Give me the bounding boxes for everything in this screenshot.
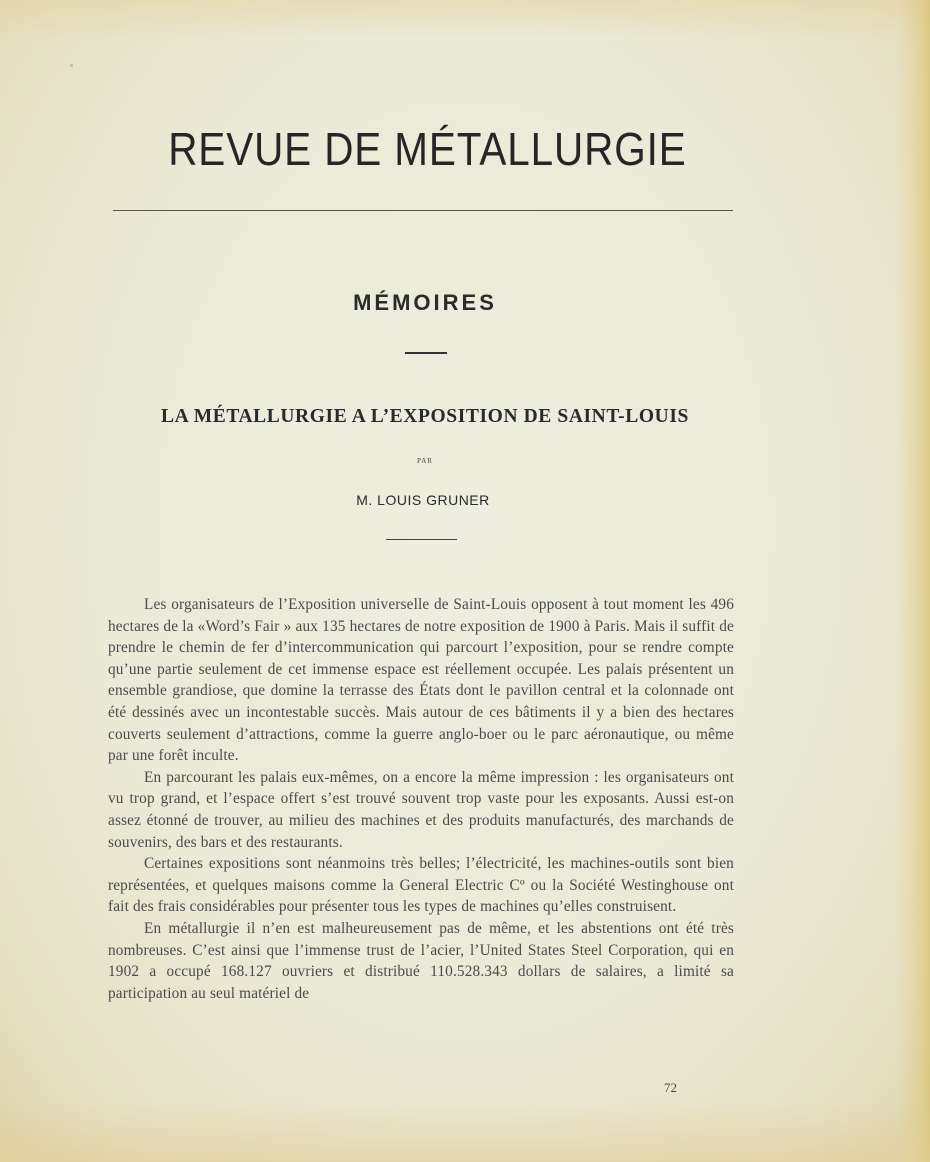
author-divider xyxy=(386,539,457,540)
section-divider xyxy=(405,352,447,354)
body-paragraph: En parcourant les palais eux-mêmes, on a encore la même impression : les organisateurs ont vu trop grand, et l’espace offert s’est trouvé souvent trop vaste pour les exposants. Aussi est-on assez étonné de trouver, au milieu des machines et des produits manufacturés, des marchands de souvenirs, des bars et des restaurants. xyxy=(108,768,734,851)
article-body xyxy=(108,594,734,1004)
body-paragraph: En métallurgie il n’en est malheureusement pas de même, et les abstentions ont été très nombreuses. C’est ainsi que l’immense trust de l’acier, l’United States Steel Corporation, qui en 1902 a occupé 168.127 ouvriers et distribué 110.528.343 dollars de salaires, a limité sa participation au seul matériel de xyxy=(108,919,734,1002)
article-title: LA MÉTALLURGIE A L’EXPOSITION DE SAINT-LOUIS xyxy=(161,406,689,427)
journal-title: REVUE DE MÉTALLURGIE xyxy=(168,123,687,175)
by-label: PAR xyxy=(417,457,433,465)
body-paragraph: Les organisateurs de l’Exposition universelle de Saint-Louis opposent à tout moment les 496 hectares de la «Word’s Fair » aux 135 hectares de notre exposition de 1900 à Paris. Mais il suffit de prendre le chemin de fer d’intercommunication qui parcourt l’exposition, pour se rendre compte qu’une partie seulement de cet immense espace est réellement occupée. Les palais présentent un ensemble grandiose, que domine la terrasse des États dont le pavillon central et la colonnade ont été dessinés avec un incontestable succès. Mais autour de ces bâtiments il y a bien des hectares couverts seulement d’attractions, comme la guerre anglo-boer ou le parc aéronautique, ou même par une forêt inculte. xyxy=(108,596,734,765)
author-name: M. LOUIS GRUNER xyxy=(356,492,490,508)
body-paragraph: Certaines expositions sont néanmoins très belles; l’électricité, les machines-outils sont bien représentées, et quelques maisons comme la General Electric Cº ou la Société Westinghouse ont fait des frais considérables pour présenter tous les types de machines qu’elles construisent. xyxy=(108,855,734,916)
page-number: 72 xyxy=(664,1080,677,1095)
section-heading: MÉMOIRES xyxy=(353,290,497,315)
title-divider xyxy=(113,210,733,211)
